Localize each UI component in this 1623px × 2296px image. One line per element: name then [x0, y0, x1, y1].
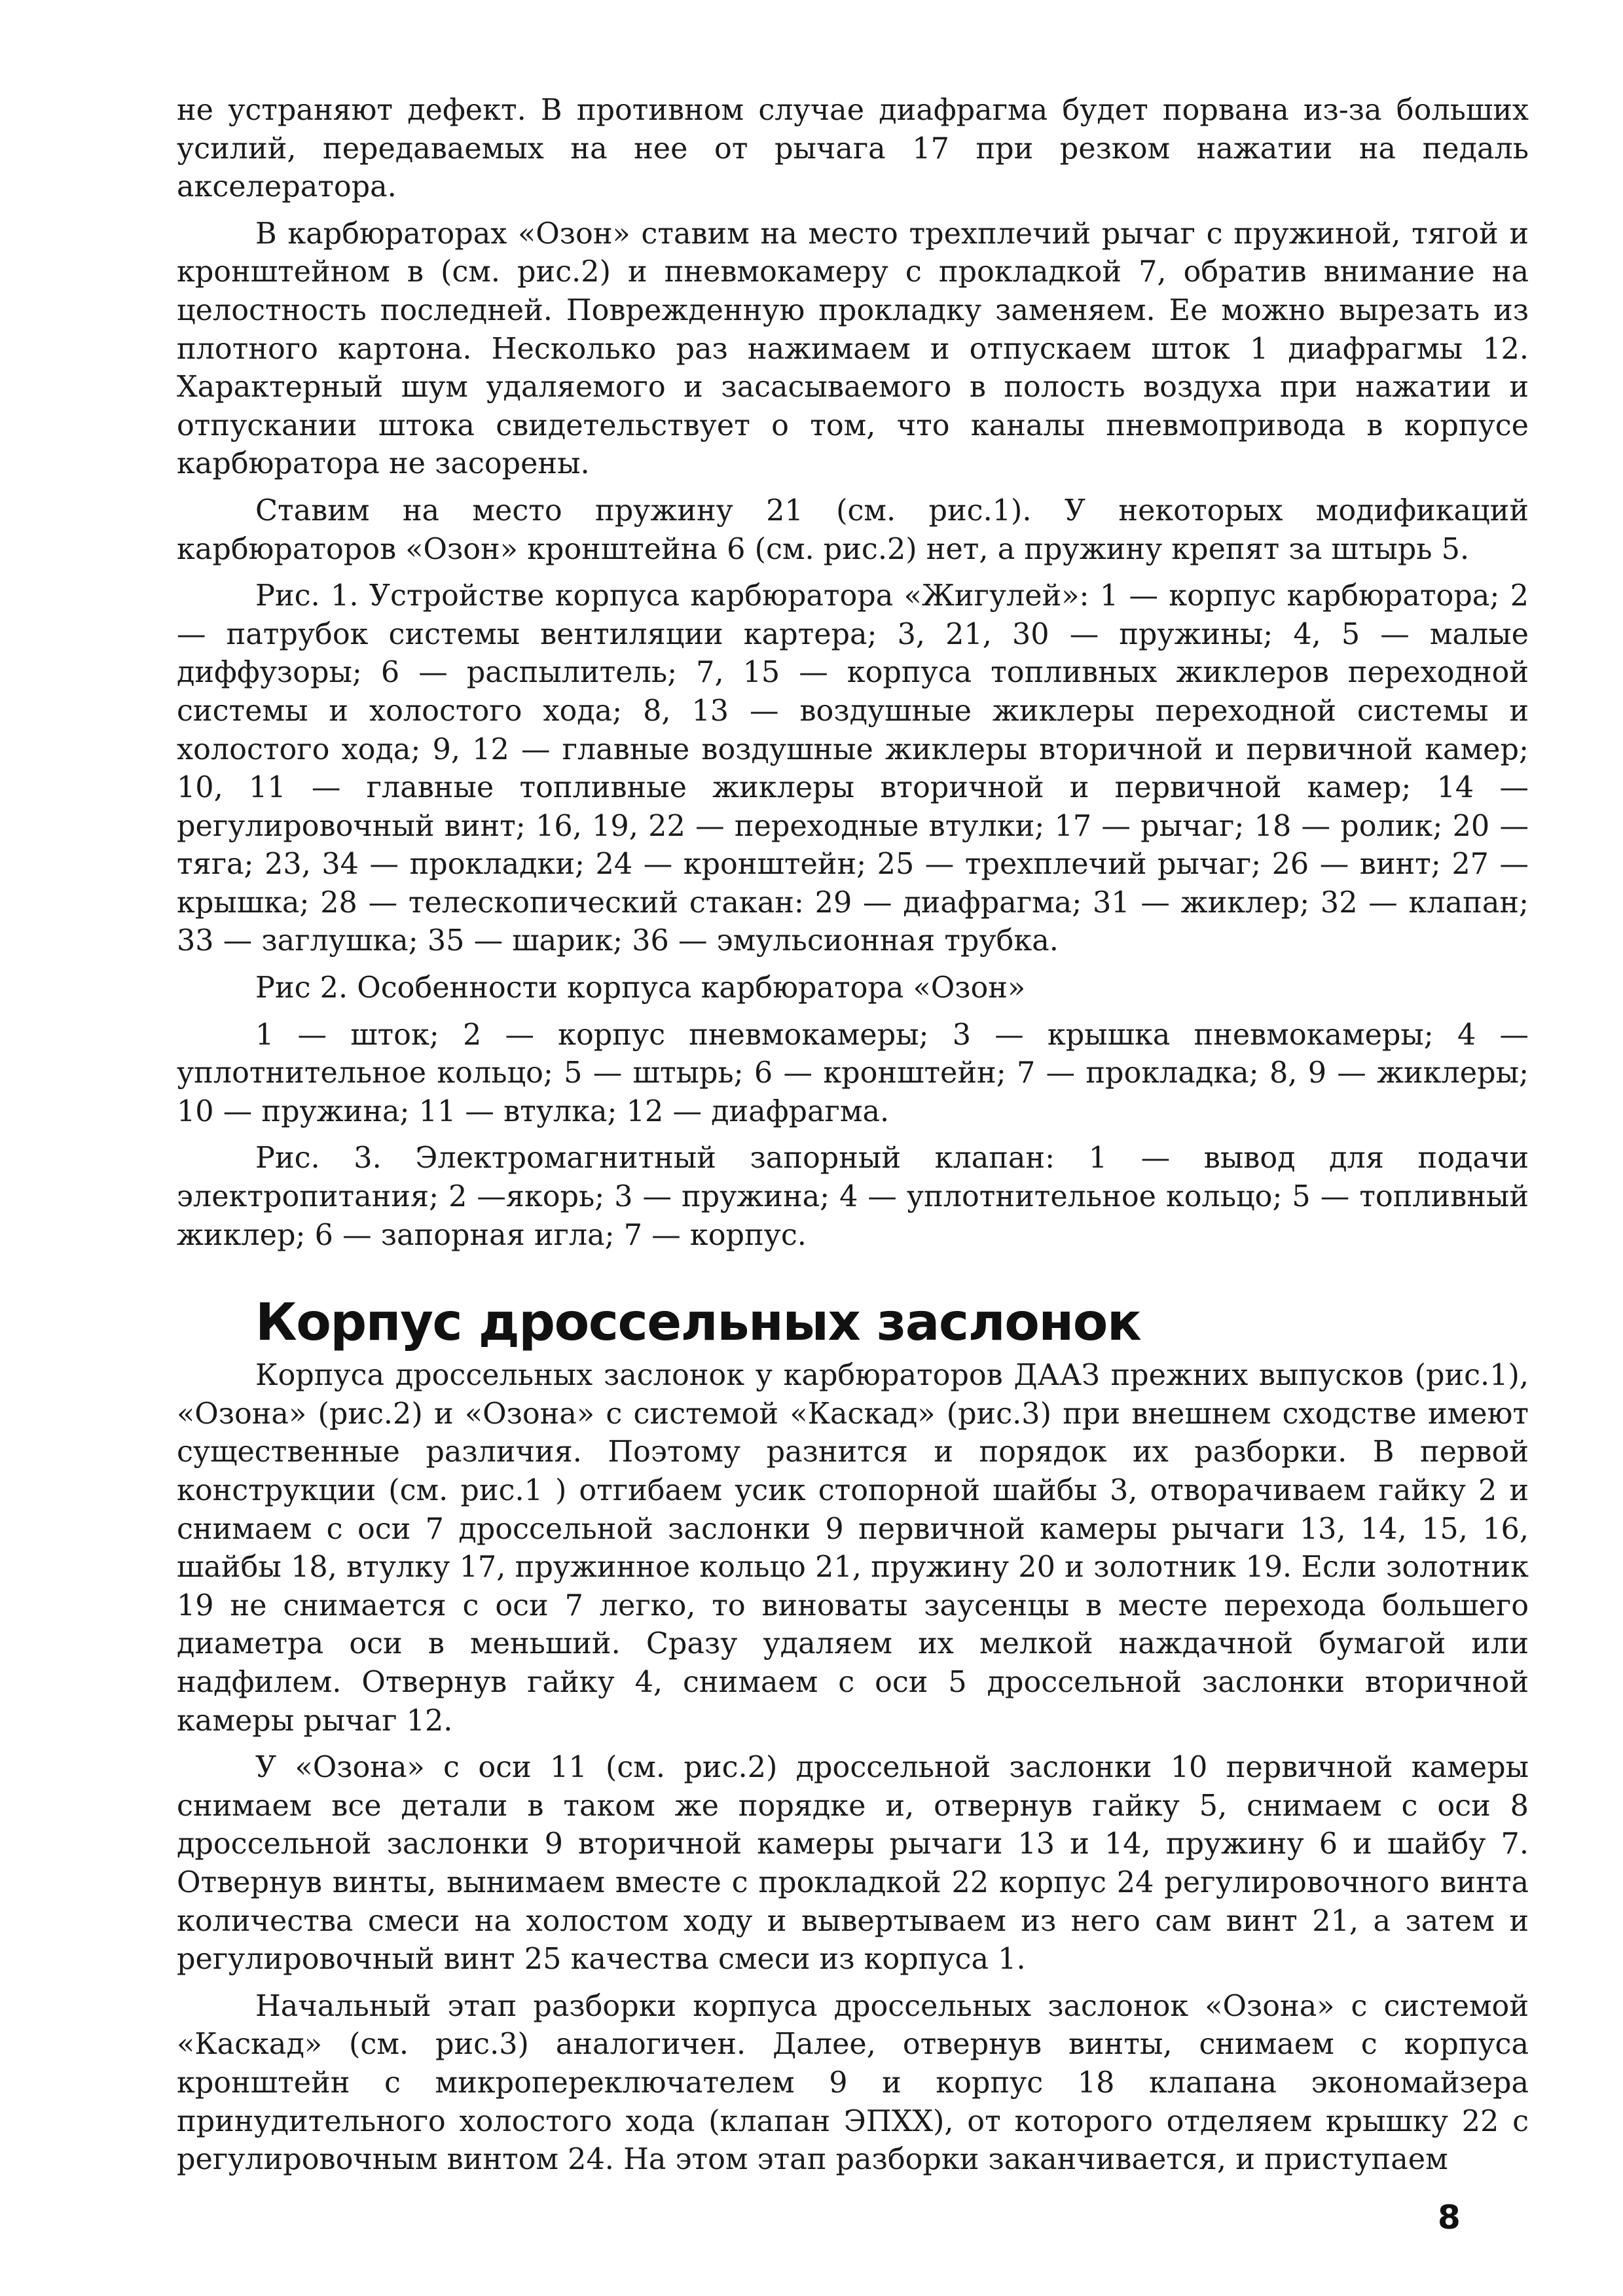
section-heading: Корпус дроссельных заслонок: [255, 1293, 1141, 1353]
paragraph-ozon-throttle: У «Озона» с оси 11 (см. рис.2) дроссельной заслонки 10 первичной камеры снимаем все детали в таком же порядке и, отвернув гайку 5, снимаем с оси 8 дроссельной заслонки 9 вторичной камеры рычаги 13 и 14, пружину 6 и шайбу 7. Отвернув винты, вынимаем вместе с прокладкой 22 корпус 24 регулировочного винта количества смеси на холостом ходу и вывертываем из него сам винт 21, а затем и регулировочный винт 25 качества смеси из корпуса 1.: [177, 1751, 1529, 1977]
paragraph-ozon-lever: В карбюраторах «Озон» ставим на место трехплечий рычаг с пружиной, тягой и кронштейном в (см. рис.2) и пневмокамеру с прокладкой 7, обратив внимание на целостность последней. Поврежденную прокладку заменяем. Ее можно вырезать из плотного картона. Несколько раз нажимаем и отпускаем шток 1 диафрагмы 12. Характерный шум удаляемого и засасываемого в полость воздуха при нажатии и отпускании штока свидетельствует о том, что каналы пневмопривода в корпусе карбюратора не засорены.: [177, 217, 1529, 481]
paragraph-continuation: не устраняют дефект. В противном случае диафрагма будет порвана из-за больших усилий, передаваемых на нее от рычага 17 при резком нажатии на педаль акселератора.: [177, 94, 1529, 204]
paragraph-throttle-body: Корпуса дроссельных заслонок у карбюраторов ДААЗ прежних выпусков (рис.1), «Озона» (рис.2) и «Озона» с системой «Каскад» (рис.3) при внешнем сходстве имеют существенные различия. Поэтому разнится и порядок их разборки. В первой конструкции (см. рис.1 ) отгибаем усик стопорной шайбы 3, отворачиваем гайку 2 и снимаем с оси 7 дроссельной заслонки 9 первичной камеры рычаги 13, 14, 15, 16, шайбы 18, втулку 17, пружинное кольцо 21, пружину 20 и золотник 19. Если золотник 19 не снимается с оси 7 легко, то виноваты заусенцы в месте перехода большего диаметра оси в меньший. Сразу удаляем их мелкой наждачной бумагой или надфилем. Отвернув гайку 4, снимаем с оси 5 дроссельной заслонки вторичной камеры рычаг 12.: [177, 1359, 1529, 1738]
figure-2-caption: Рис 2. Особенности корпуса карбюратора «Озон»: [255, 971, 1026, 1005]
figure-1-caption: Рис. 1. Устройстве корпуса карбюратора «Жигулей»: 1 — корпус карбюратора; 2 — патрубок системы вентиляции картера; 3, 21, 30 — пружины; 4, 5 — малые диффузоры; 6 — распылитель; 7, 15 — корпуса топливных жиклеров переходной системы и холостого хода; 8, 13 — воздушные жиклеры переходной системы и холостого хода; 9, 12 — главные воздушные жиклеры вторичной и первичной камер; 10, 11 — главные топливные жиклеры вторичной и первичной камер; 14 — регулировочный винт; 16, 19, 22 — переходные втулки; 17 — рычаг; 18 — ролик; 20 — тяга; 23, 34 — прокладки; 24 — кронштейн; 25 — трехплечий рычаг; 26 — винт; 27 — крышка; 28 — телескопический стакан: 29 — диафрагма; 31 — жиклер; 32 — клапан; 33 — заглушка; 35 — шарик; 36 — эмульсионная трубка.: [177, 579, 1529, 958]
paragraph-cascade: Начальный этап разборки корпуса дроссельных заслонок «Озона» с системой «Каскад» (см. рис.3) аналогичен. Далее, отвернув винты, снимаем с корпуса кронштейн с микропереключателем 9 и корпус 18 клапана экономайзера принудительного холостого хода (клапан ЭПХХ), от которого отделяем крышку 22 с регулировочным винтом 24. На этом этап разборки заканчивается, и приступаем: [177, 1989, 1529, 2177]
figure-3-caption: Рис. 3. Электромагнитный запорный клапан: 1 — вывод для подачи электропитания; 2 —якорь; 3 — пружина; 4 — уплотнительное кольцо; 5 — топливный жиклер; 6 — запорная игла; 7 — корпус.: [177, 1141, 1529, 1252]
page-content: [177, 92, 1529, 2188]
figure-2-legend: 1 — шток; 2 — корпус пневмокамеры; 3 — крышка пневмокамеры; 4 — уплотнительное кольцо; 5 — штырь; 6 — кронштейн; 7 — прокладка; 8, 9 — жиклеры; 10 — пружина; 11 — втулка; 12 — диафрагма.: [177, 1018, 1529, 1128]
paragraph-spring: Ставим на место пружину 21 (см. рис.1). У некоторых модификаций карбюраторов «Озон» кронштейна 6 (см. рис.2) нет, а пружину крепят за штырь 5.: [177, 493, 1529, 566]
page-number: 8: [1438, 2198, 1461, 2236]
